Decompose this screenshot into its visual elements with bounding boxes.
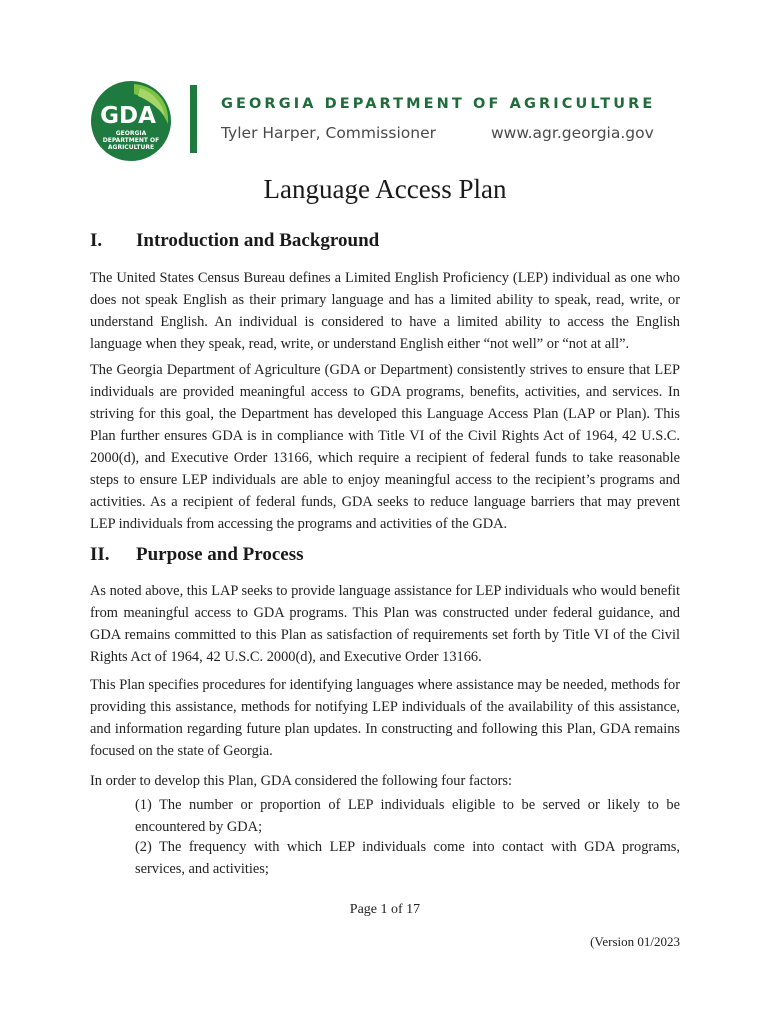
website-link[interactable]: www.agr.georgia.gov xyxy=(491,124,654,142)
version-label: (Version 01/2023 xyxy=(590,934,680,949)
svg-text:DEPARTMENT OF: DEPARTMENT OF xyxy=(102,137,160,144)
page-number: Page 1 of 17 xyxy=(349,902,421,917)
paragraph: In order to develop this Plan, GDA considered the following four factors: xyxy=(90,773,513,789)
section-number: I. xyxy=(90,230,103,251)
header-divider xyxy=(190,85,197,153)
list-item: (2) The frequency with which LEP individuals come into contact with GDA programs, services, and activities; xyxy=(135,839,680,877)
list-item: (1) The number or proportion of LEP individuals eligible to be served or likely to be encountered by GDA; xyxy=(135,797,680,835)
paragraph: The United States Census Bureau defines a Limited English Proficiency (LEP) individual as one who does not speak English as their primary language and has a limited ability to speak, read, write, or understand English. An individual is considered to have a limited ability to access the English language when they speak, read, write, or understand English either “not well” or “not at all”. xyxy=(90,270,680,352)
paragraph: This Plan specifies procedures for identifying languages where assistance may be needed, methods for providing this assistance, methods for notifying LEP individuals of the availability of this assistance, and information regarding future plan updates. In constructing and following this Plan, GDA remains focused on the state of Georgia. xyxy=(90,677,680,759)
svg-text:GDA: GDA xyxy=(100,103,156,129)
gda-logo xyxy=(90,80,172,162)
section-title: Purpose and Process xyxy=(136,544,304,565)
svg-text:AGRICULTURE: AGRICULTURE xyxy=(107,144,155,151)
document-title: Language Access Plan xyxy=(263,174,507,204)
paragraph: As noted above, this LAP seeks to provide language assistance for LEP individuals who would benefit from meaningful access to GDA programs. This Plan was constructed under federal guidance, and GDA remains committed to this Plan as satisfaction of requirements set forth by Title VI of the Civil Rights Act of 1964, 42 U.S.C. 2000(d), and Executive Order 13166. xyxy=(90,583,680,665)
svg-text:GEORGIA: GEORGIA xyxy=(115,130,147,137)
section-title: Introduction and Background xyxy=(136,230,380,251)
org-name: GEORGIA DEPARTMENT OF AGRICULTURE xyxy=(221,96,656,112)
section-number: II. xyxy=(90,544,110,565)
commissioner-name: Tyler Harper, Commissioner xyxy=(221,124,436,142)
paragraph: The Georgia Department of Agriculture (GDA or Department) consistently strives to ensure that LEP individuals are provided meaningful access to GDA programs, benefits, activities, and services. In striving for this goal, the Department has developed this Language Access Plan (LAP or Plan). This Plan further ensures GDA is in compliance with Title VI of the Civil Rights Act of 1964, 42 U.S.C. 2000(d), and Executive Order 13166, which require a recipient of federal funds to take reasonable steps to ensure LEP individuals are able to enjoy meaningful access to the recipient’s programs and activities. As a recipient of federal funds, GDA seeks to reduce language barriers that may prevent LEP individuals from accessing the programs and activities of the GDA. xyxy=(90,362,680,532)
